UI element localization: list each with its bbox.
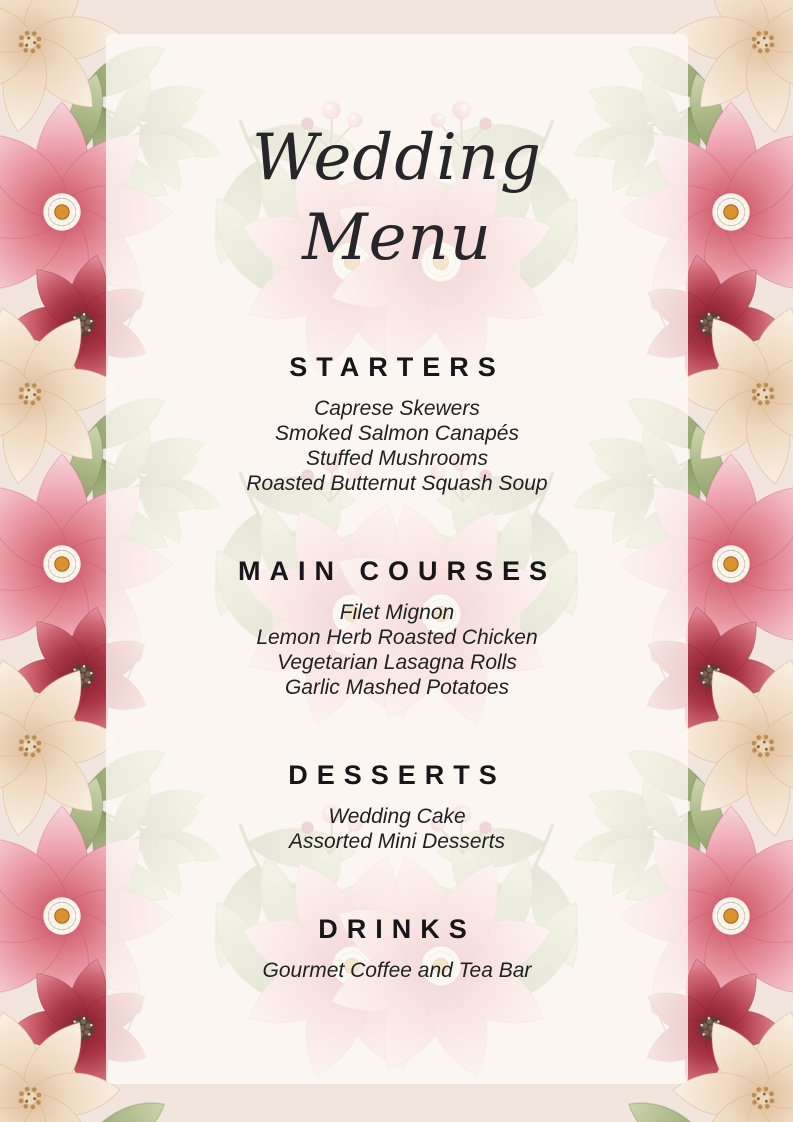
menu-item: Roasted Butternut Squash Soup xyxy=(246,472,548,495)
section-starters xyxy=(106,352,688,496)
section-desserts xyxy=(106,760,688,854)
menu-title-line2: Menu xyxy=(302,201,492,275)
menu-item: Assorted Mini Desserts xyxy=(289,830,505,853)
menu-item: Caprese Skewers xyxy=(314,397,480,420)
menu-item: Garlic Mashed Potatoes xyxy=(284,676,510,699)
menu-title-line1: Wedding xyxy=(251,121,543,195)
section-heading-starters: STARTERS xyxy=(289,352,505,382)
menu-item: Lemon Herb Roasted Chicken xyxy=(256,626,538,649)
menu-item: Wedding Cake xyxy=(328,805,466,828)
section-heading-desserts: DESSERTS xyxy=(288,760,506,790)
section-drinks xyxy=(106,914,688,983)
menu-item: Filet Mignon xyxy=(339,601,455,624)
section-heading-drinks: DRINKS xyxy=(318,914,476,944)
menu-item: Gourmet Coffee and Tea Bar xyxy=(262,959,532,982)
menu-item: Stuffed Mushrooms xyxy=(305,447,489,470)
menu-content xyxy=(106,34,688,1084)
section-main-courses xyxy=(106,556,688,700)
menu-item: Smoked Salmon Canapés xyxy=(275,422,519,445)
menu-item: Vegetarian Lasagna Rolls xyxy=(277,651,517,674)
section-heading-main-courses: MAIN COURSES xyxy=(237,556,556,586)
menu-title xyxy=(106,34,688,278)
